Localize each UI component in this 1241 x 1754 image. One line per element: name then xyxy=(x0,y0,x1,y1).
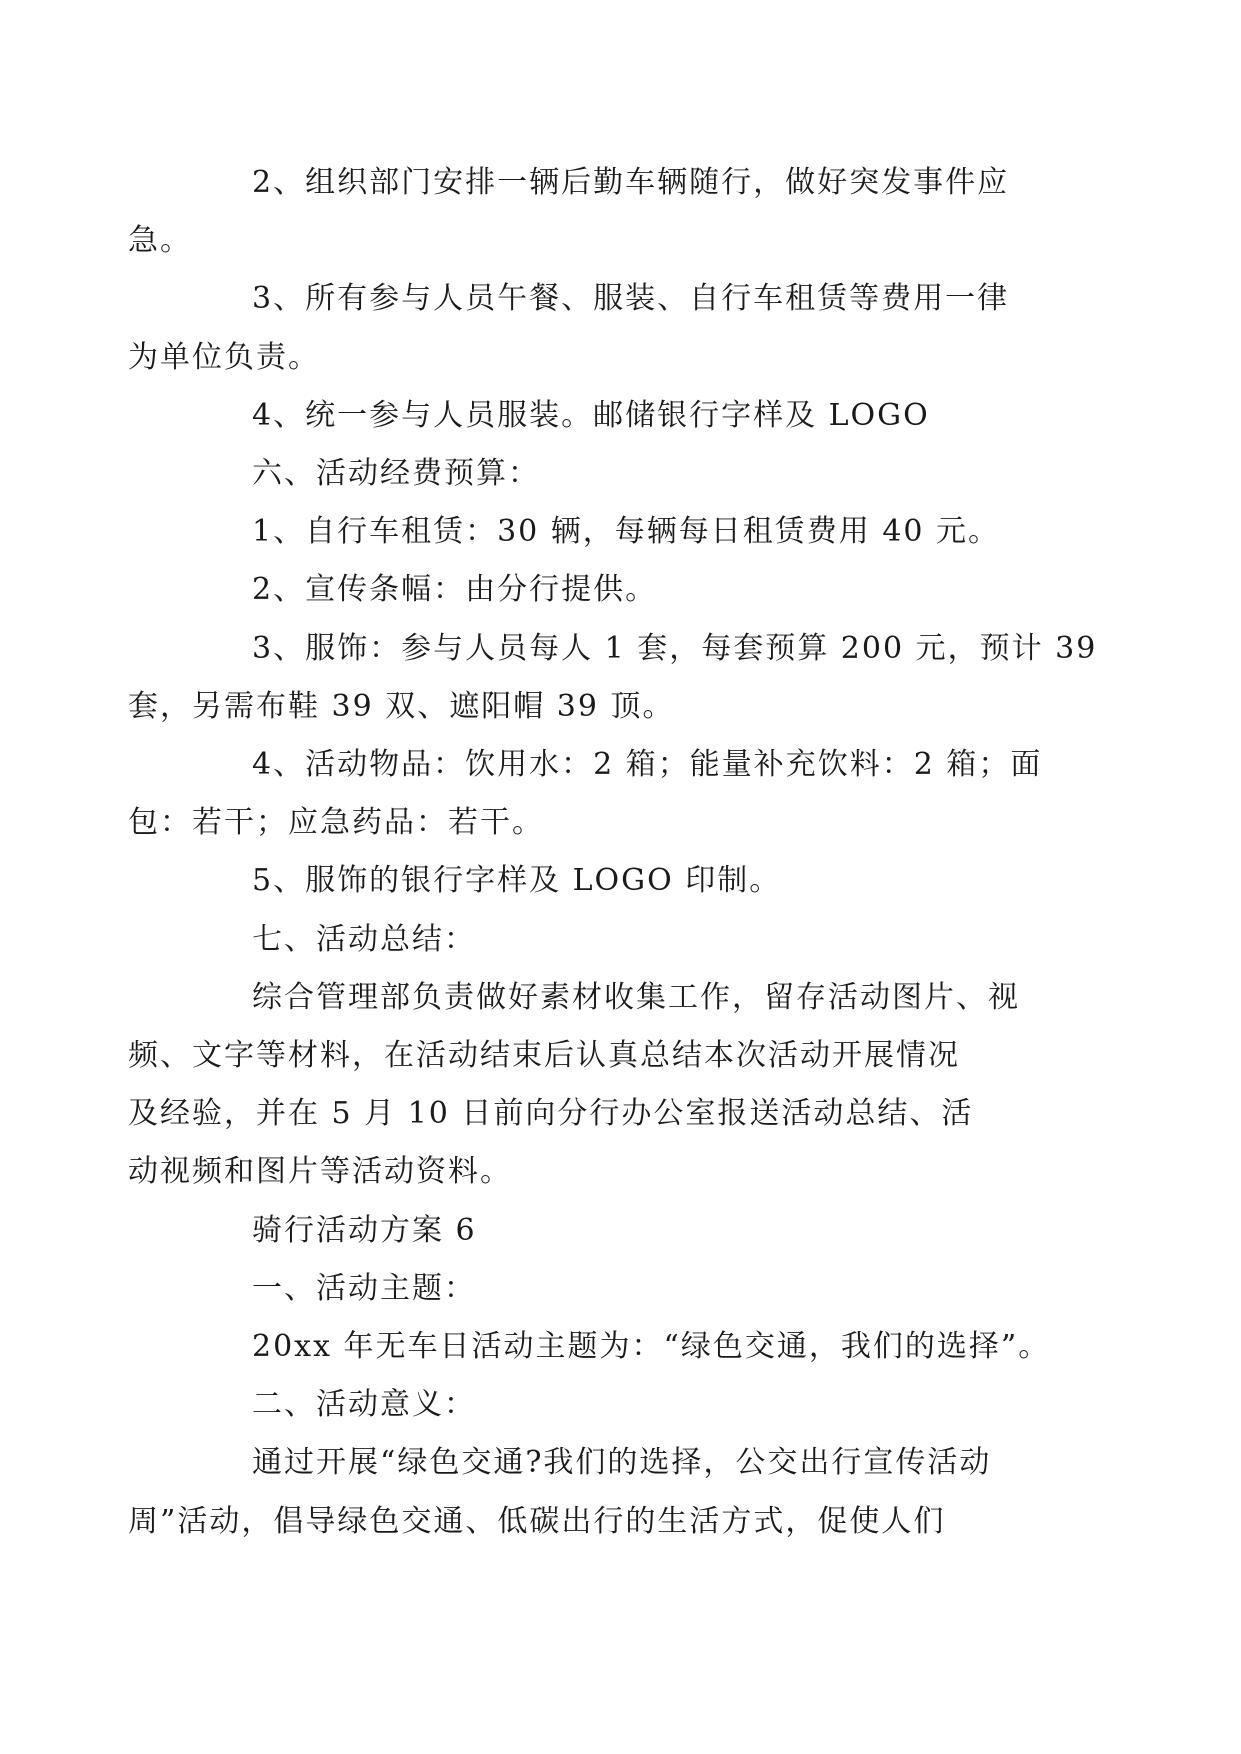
paragraph xyxy=(128,154,1052,270)
paragraph xyxy=(190,445,1052,503)
text-line: 一、活动主题： xyxy=(252,1270,476,1306)
text-line: 综合管理部负责做好素材收集工作，留存活动图片、视 xyxy=(252,979,1020,1015)
paragraph xyxy=(190,1202,1052,1260)
text-line: 1、自行车租赁：30 辆，每辆每日租赁费用 40 元。 xyxy=(252,514,1001,550)
text-line: 2、组织部门安排一辆后勤车辆随行，做好突发事件应 xyxy=(252,165,1010,200)
paragraph xyxy=(190,1376,1052,1434)
paragraph xyxy=(190,561,1052,619)
text-line: 骑行活动方案 6 xyxy=(252,1212,477,1248)
text-line: 急。 xyxy=(128,223,192,259)
text-line: 3、服饰：参与人员每人 1 套，每套预算 200 元，预计 39 xyxy=(252,630,1098,666)
text-line: 二、活动意义： xyxy=(252,1387,476,1423)
paragraph xyxy=(190,503,1052,561)
text-line: 3、所有参与人员午餐、服装、自行车租赁等费用一律 xyxy=(252,281,1010,317)
text-line: 及经验，并在 5 月 10 日前向分行办公室报送活动总结、活 xyxy=(128,1096,974,1132)
text-line: 六、活动经费预算： xyxy=(252,456,540,492)
text-line: 为单位负责。 xyxy=(128,339,320,375)
text-line: 2、宣传条幅：由分行提供。 xyxy=(252,572,658,608)
document-body xyxy=(128,154,1098,1551)
paragraph xyxy=(190,1260,1052,1318)
paragraph xyxy=(128,736,1052,852)
text-line: 包：若干；应急药品：若干。 xyxy=(128,805,544,841)
paragraph xyxy=(190,911,1052,969)
text-line: 20xx 年无车日活动主题为：“绿色交通，我们的选择”。 xyxy=(252,1329,1051,1365)
paragraph xyxy=(128,969,1052,1202)
paragraph xyxy=(190,387,1052,445)
text-line: 七、活动总结： xyxy=(252,921,476,957)
text-line: 动视频和图片等活动资料。 xyxy=(128,1154,512,1190)
text-line: 4、统一参与人员服装。邮储银行字样及 LOGO xyxy=(252,397,930,433)
paragraph xyxy=(190,852,1052,910)
paragraph xyxy=(128,620,1098,736)
paragraph xyxy=(128,1434,1052,1550)
text-line: 5、服饰的银行字样及 LOGO 印制。 xyxy=(252,863,782,899)
text-line: 套，另需布鞋 39 双、遮阳帽 39 顶。 xyxy=(128,688,675,724)
text-line: 频、文字等材料，在活动结束后认真总结本次活动开展情况 xyxy=(128,1038,960,1074)
text-line: 4、活动物品：饮用水：2 箱；能量补充饮料：2 箱；面 xyxy=(252,747,1043,783)
text-line: 周”活动，倡导绿色交通、低碳出行的生活方式，促使人们 xyxy=(128,1503,946,1539)
text-line: 通过开展“绿色交通?我们的选择，公交出行宣传活动 xyxy=(252,1445,992,1481)
paragraph xyxy=(128,270,1052,386)
paragraph xyxy=(190,1318,1052,1376)
